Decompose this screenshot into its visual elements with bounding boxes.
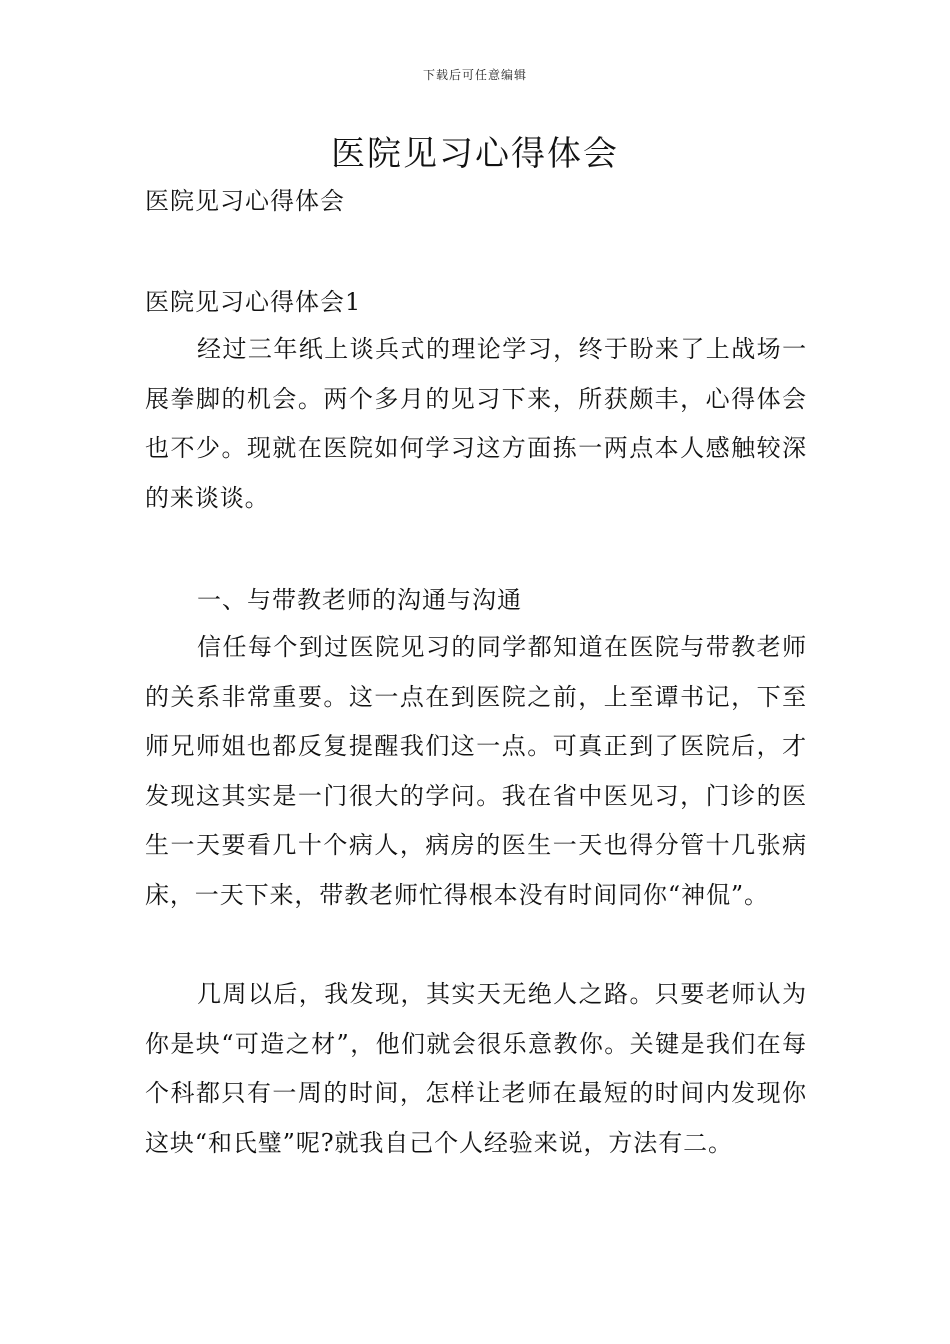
paragraph-weeks-later: 几周以后，我发现，其实天无绝人之路。只要老师认为你是块“可造之材”，他们就会很乐意教你。关键是我们在每个科都只有一周的时间，怎样让老师在最短的时间内发现你这块“和氏璧”呢?就我自己个人经验来说，方法有二。	[145, 980, 807, 1157]
document-subtitle: 医院见习心得体会	[145, 187, 345, 215]
paragraph-teacher-relationship: 信任每个到过医院见习的同学都知道在医院与带教老师的关系非常重要。这一点在到医院之前，上至谭书记，下至师兄师姐也都反复提醒我们这一点。可真正到了医院后，才发现这其实是一门很大的学问。我在省中医见习，门诊的医生一天要看几十个病人，病房的医生一天也得分管十几张病床，一天下来，带教老师忙得根本没有时间同你“神侃”。	[145, 633, 807, 909]
document-title: 医院见习心得体会	[331, 134, 619, 174]
paragraph-intro: 经过三年纸上谈兵式的理论学习，终于盼来了上战场一展拳脚的机会。两个多月的见习下来，所获颇丰，心得体会也不少。现就在医院如何学习这方面拣一两点本人感触较深的来谈谈。	[145, 335, 807, 512]
section-title: 医院见习心得体会1	[145, 288, 362, 316]
subsection-heading: 一、与带教老师的沟通与沟通	[197, 586, 522, 614]
header-note: 下载后可任意编辑	[422, 68, 527, 82]
